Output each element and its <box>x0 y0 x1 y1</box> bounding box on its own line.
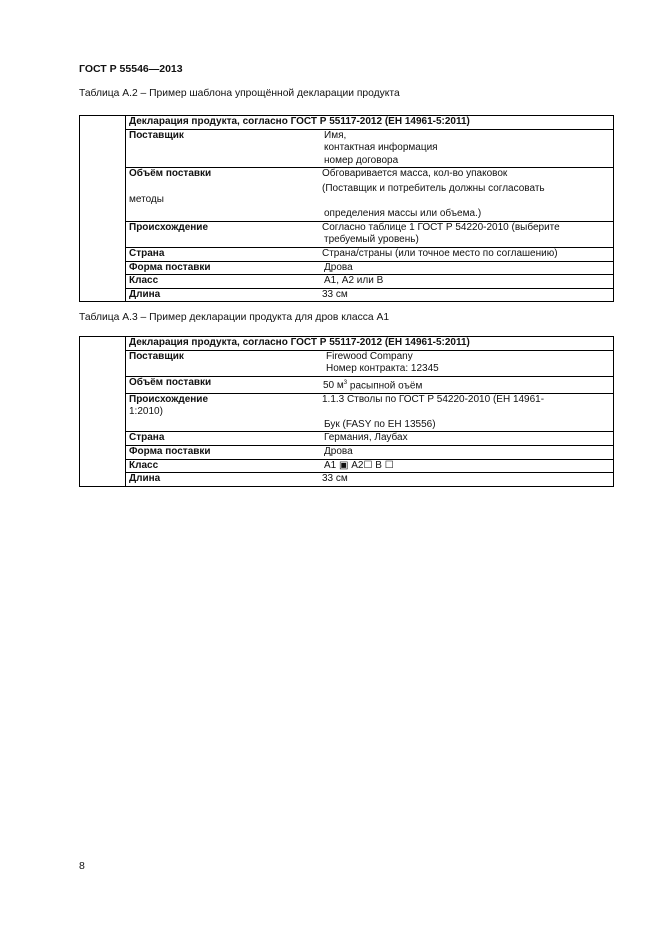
class-a2-label: А2 <box>351 459 364 471</box>
volume-line2: (Поставщик и потребитель должны согласовать <box>322 182 545 194</box>
length-value: 33 см <box>319 288 614 302</box>
form-value <box>319 446 614 460</box>
volume-label-text: Объём поставки <box>129 168 212 180</box>
table-a2-caption: Таблица А.2 – Пример шаблона упрощённой декларации продукта <box>79 88 400 99</box>
table-row <box>80 129 614 168</box>
class-label: Класс <box>126 459 320 473</box>
form-value-text: Дрова <box>324 261 353 273</box>
class-a1-label: А1 <box>324 459 337 471</box>
class-b-label: В <box>375 459 382 471</box>
checkbox-checked-icon: ▣ <box>339 459 349 471</box>
country-label: Страна <box>126 432 320 446</box>
table-a3 <box>79 336 614 487</box>
volume-line4: определения массы или объема.) <box>324 208 482 220</box>
table-row <box>80 168 614 221</box>
table-row <box>80 288 614 302</box>
country-value <box>319 432 614 446</box>
table-blank-column <box>80 337 126 487</box>
origin-line1: Согласно таблице 1 ГОСТ Р 54220-2010 (выберите <box>322 221 560 233</box>
volume-unit-superscript: 3 <box>343 379 348 386</box>
form-label: Форма поставки <box>126 261 320 275</box>
supplier-value <box>319 350 614 376</box>
country-value-text: Германия, Лаубах <box>324 432 408 444</box>
class-label: Класс <box>126 275 320 289</box>
volume-label: Объём поставки <box>126 376 320 393</box>
origin-line2: требуемый уровень) <box>324 234 419 246</box>
origin-line2: 1:2010) <box>129 406 163 418</box>
table-row <box>80 116 614 130</box>
table-row <box>80 393 614 432</box>
form-value-text: Дрова <box>324 446 353 458</box>
form-value <box>319 261 614 275</box>
table-row <box>80 275 614 289</box>
origin-label: Происхождение <box>126 221 320 247</box>
supplier-contact: контактная информация <box>324 142 438 154</box>
supplier-label: Поставщик <box>126 350 320 376</box>
length-value: 33 см <box>319 473 614 487</box>
supplier-contract: номер договора <box>324 154 399 166</box>
document-header: ГОСТ Р 55546—2013 <box>79 63 183 75</box>
country-value: Страна/страны (или точное место по соглашению) <box>319 247 614 261</box>
supplier-value <box>319 129 614 168</box>
table-row <box>80 221 614 247</box>
volume-value <box>319 168 614 221</box>
table-a2 <box>79 115 614 302</box>
table-row <box>80 350 614 376</box>
table-row <box>80 247 614 261</box>
class-value <box>319 459 614 473</box>
volume-rest: расыпной оъём <box>347 380 423 392</box>
origin-label <box>126 393 320 432</box>
table-row <box>80 459 614 473</box>
volume-value <box>319 376 614 393</box>
origin-value <box>319 393 614 432</box>
table-row <box>80 261 614 275</box>
checkbox-empty-icon: ☐ <box>363 459 373 471</box>
length-label: Длина <box>126 473 320 487</box>
table-row <box>80 337 614 351</box>
table-title: Декларация продукта, согласно ГОСТ Р 55117-2012 (ЕН 14961-5:2011) <box>126 116 614 130</box>
volume-line1: Обговаривается масса, кол-во упаковок <box>322 168 508 180</box>
supplier-name: Firewood Company <box>326 350 413 362</box>
supplier-contract: Номер контракта: 12345 <box>326 363 439 375</box>
table-row <box>80 376 614 393</box>
table-row <box>80 432 614 446</box>
volume-number: 50 м <box>323 380 344 392</box>
form-label: Форма поставки <box>126 446 320 460</box>
table-row <box>80 446 614 460</box>
class-value <box>319 275 614 289</box>
origin-value <box>319 221 614 247</box>
table-row <box>80 473 614 487</box>
length-label: Длина <box>126 288 320 302</box>
country-label: Страна <box>126 247 320 261</box>
origin-label-text: Происхождение <box>129 393 209 405</box>
volume-label <box>126 168 320 221</box>
table-blank-column <box>80 116 126 302</box>
origin-line3: Бук (FASY по ЕН 13556) <box>324 418 436 430</box>
checkbox-empty-icon: ☐ <box>384 459 394 471</box>
table-title: Декларация продукта, согласно ГОСТ Р 55117-2012 (ЕН 14961-5:2011) <box>126 337 614 351</box>
page-number: 8 <box>79 860 85 872</box>
origin-line1: 1.1.3 Стволы по ГОСТ Р 54220-2010 (ЕН 14961- <box>322 393 545 405</box>
table-a3-caption: Таблица А.3 – Пример декларации продукта для дров класса А1 <box>79 312 390 323</box>
volume-line3: методы <box>129 193 164 205</box>
supplier-name: Имя, <box>324 129 347 141</box>
supplier-label: Поставщик <box>126 129 320 168</box>
class-value-text: А1, А2 или В <box>324 275 384 287</box>
